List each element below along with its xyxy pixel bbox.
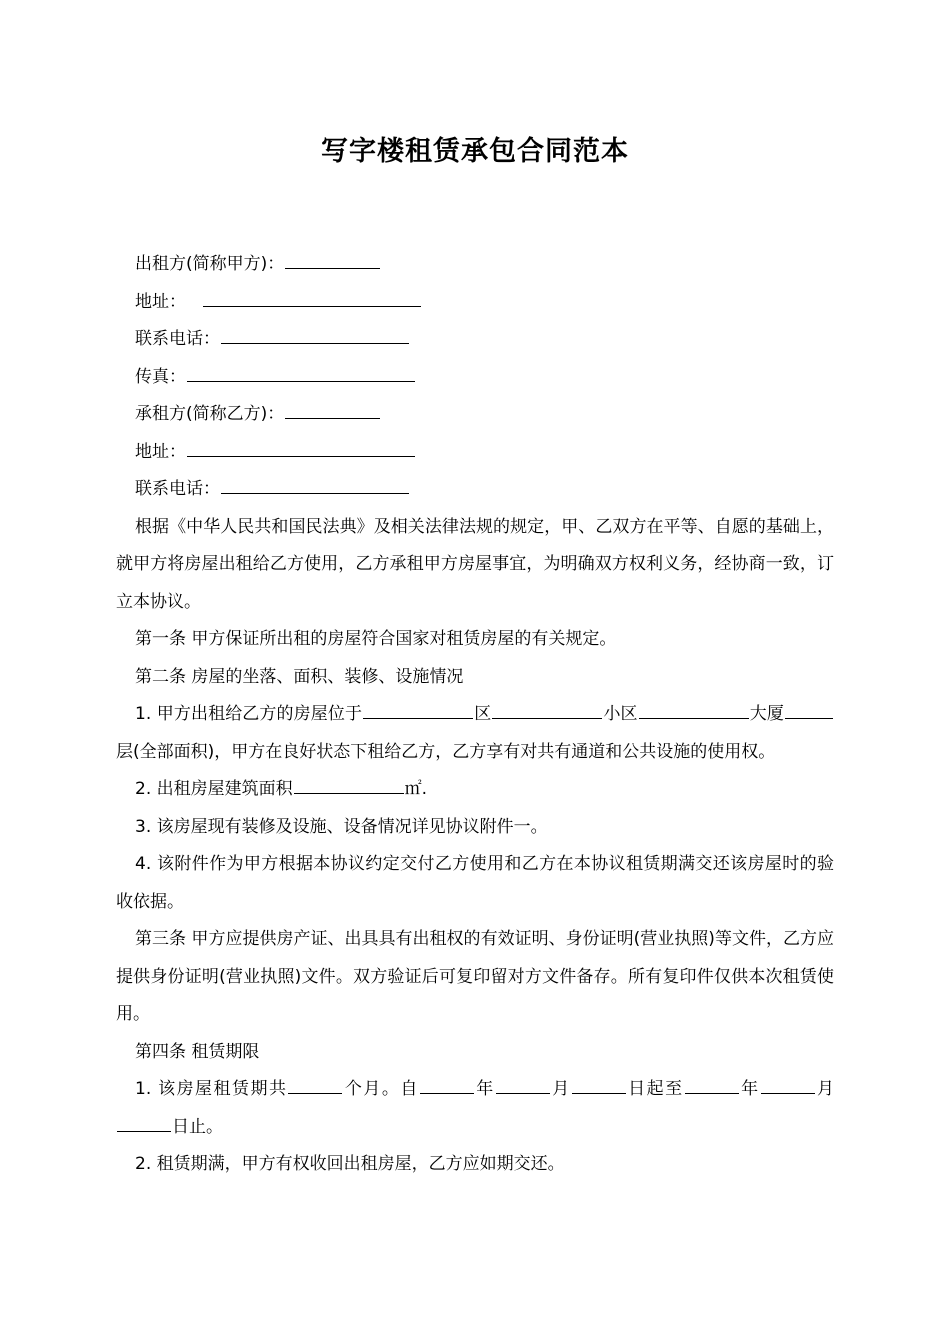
a4-item1-prefix: 1. 该房屋租赁期共 xyxy=(135,1079,288,1099)
party-a-phone-line xyxy=(116,321,834,359)
article-3: 第三条 甲方应提供房产证、出具具有出租权的有效证明、身份证明(营业执照)等文件，乙方应提供身份证明(营业执照)文件。双方验证后可复印留对方文件备存。所有复印件仅供本次租赁使用。 xyxy=(116,929,834,1024)
party-a-address-blank xyxy=(203,287,421,307)
a4-item1-month: 月 xyxy=(550,1079,571,1099)
area-blank xyxy=(294,774,404,794)
start-year-blank xyxy=(420,1074,474,1094)
party-a-label: 出租方(简称甲方)： xyxy=(135,254,285,274)
preamble-paragraph: 根据《中华人民共和国民法典》及相关法律法规的规定，甲、乙双方在平等、自愿的基础上，就甲方将房屋出租给乙方使用，乙方承租甲方房屋事宜，为明确双方权利义务，经协商一致，订立本协议。 xyxy=(116,516,834,612)
party-a-address-label: 地址： xyxy=(135,291,186,312)
article-1: 第一条 甲方保证所出租的房屋符合国家对租赁房屋的有关规定。 xyxy=(135,629,617,649)
article-4-item-2: 2. 租赁期满，甲方有权收回出租房屋，乙方应如期交还。 xyxy=(135,1154,565,1174)
months-blank xyxy=(288,1074,342,1094)
party-a-phone-label: 联系电话： xyxy=(135,329,220,349)
a4-item1-day-from: 日起至 xyxy=(626,1079,684,1099)
party-a-fax-line xyxy=(116,359,834,397)
a2-item1-district: 区 xyxy=(474,704,492,724)
article-2-item-3: 3. 该房屋现有装修及设施、设备情况详见协议附件一。 xyxy=(135,816,548,837)
party-b-address-label: 地址： xyxy=(135,441,186,462)
district-blank xyxy=(363,699,473,719)
a4-item1-month2: 月 xyxy=(815,1079,835,1099)
a2-item2-prefix: 2. 出租房屋建筑面积 xyxy=(135,779,293,799)
a2-item1-prefix: 1. 甲方出租给乙方的房屋位于 xyxy=(135,704,363,724)
end-month-blank xyxy=(761,1074,815,1094)
article-2-item-4: 4. 该附件作为甲方根据本协议约定交付乙方使用和乙方在本协议租赁期满交还该房屋时的验收依据。 xyxy=(116,854,834,912)
a2-item1-floor: 层(全部面积)，甲方在良好状态下租给乙方，乙方享有对共有通道和公共设施的使用权。 xyxy=(116,741,776,762)
community-blank xyxy=(492,699,602,719)
a2-item1-building: 大厦 xyxy=(749,704,785,724)
party-a-address-line xyxy=(116,284,834,322)
end-day-blank xyxy=(117,1112,171,1132)
article-2-item-1 xyxy=(116,696,834,771)
article-4-item-1 xyxy=(116,1071,834,1146)
a4-item1-day-end: 日止。 xyxy=(172,1116,223,1137)
start-day-blank xyxy=(572,1074,626,1094)
party-b-phone-label: 联系电话： xyxy=(135,479,220,499)
a4-item1-months: 个月。自 xyxy=(343,1079,419,1099)
party-b-line xyxy=(116,396,834,434)
party-b-address-line xyxy=(116,434,834,472)
building-blank xyxy=(639,699,749,719)
party-b-phone-blank xyxy=(221,474,409,494)
start-month-blank xyxy=(496,1074,550,1094)
party-a-fax-blank xyxy=(187,362,415,382)
party-a-fax-label: 传真： xyxy=(135,366,186,387)
a2-item2-unit: ㎡. xyxy=(404,779,428,799)
party-b-blank xyxy=(285,399,380,419)
article-4-heading: 第四条 租赁期限 xyxy=(135,1041,260,1062)
party-b-address-blank xyxy=(187,437,415,457)
a4-item1-year2: 年 xyxy=(739,1079,760,1099)
article-2-heading: 第二条 房屋的坐落、面积、装修、设施情况 xyxy=(135,666,464,687)
document-title: 写字楼租赁承包合同范本 xyxy=(321,136,629,167)
article-2-item-2 xyxy=(116,771,834,809)
party-b-phone-line xyxy=(116,471,834,509)
floor-blank xyxy=(785,699,833,719)
document-body xyxy=(116,246,834,1184)
party-a-phone-blank xyxy=(221,324,409,344)
a2-item1-community: 小区 xyxy=(603,704,638,724)
party-a-line xyxy=(116,246,834,284)
a4-item1-year: 年 xyxy=(474,1079,495,1099)
party-a-blank xyxy=(285,249,380,269)
end-year-blank xyxy=(685,1074,739,1094)
party-b-label: 承租方(简称乙方)： xyxy=(135,404,285,424)
